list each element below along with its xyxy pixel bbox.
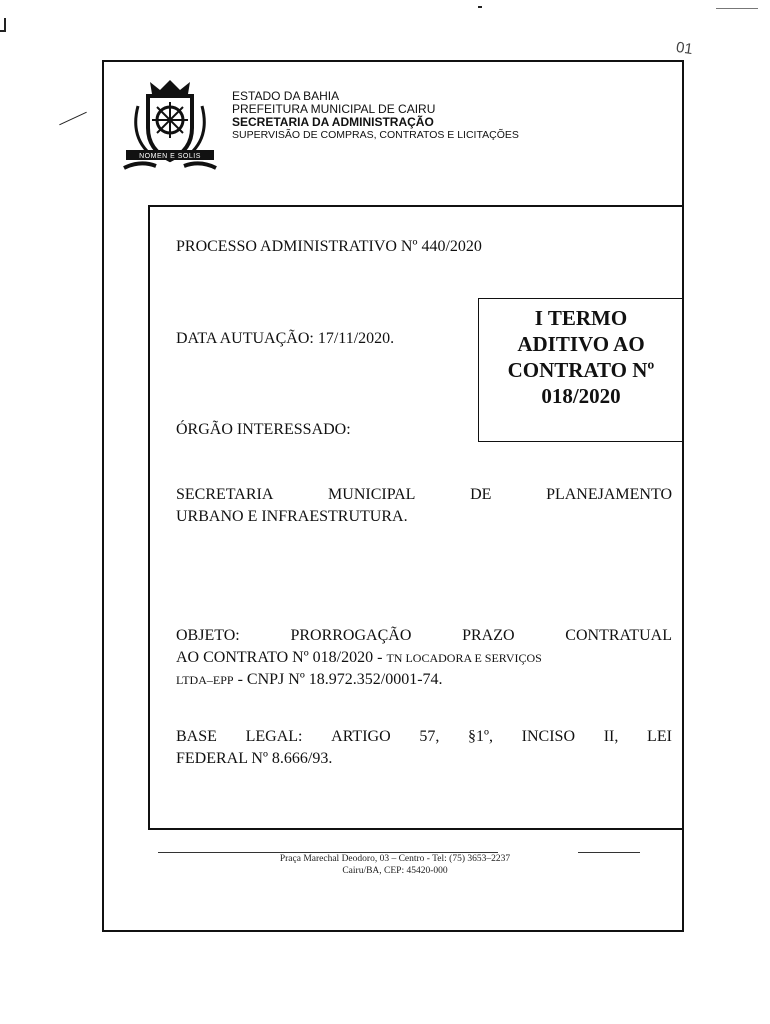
termo-line-3: CONTRATO Nº — [507, 358, 655, 382]
objeto-company: TN LOCADORA E SERVIÇOS — [386, 651, 542, 665]
scan-mark-dot — [478, 6, 482, 8]
secretaria-line-1 — [176, 484, 672, 506]
secretaria-line-2: URBANO E INFRAESTRUTURA. — [176, 508, 408, 525]
objeto-company-type: LTDA–EPP — [176, 673, 234, 687]
base-legal-paragraph — [176, 726, 672, 770]
word: DE — [470, 486, 492, 503]
termo-line-4: 018/2020 — [541, 384, 621, 408]
footer-address: Praça Marechal Deodoro, 03 – Centro - Tel: (75) 3653–2237 — [279, 854, 511, 864]
word: II, — [603, 728, 619, 745]
word: LEI — [647, 728, 672, 745]
letterhead — [232, 90, 519, 142]
word: 57, — [419, 728, 440, 745]
word: CONTRATUAL — [565, 627, 672, 644]
objeto-line-1 — [176, 625, 672, 647]
header-department: SECRETARIA DA ADMINISTRAÇÃO — [232, 115, 434, 129]
word: ARTIGO — [331, 728, 391, 745]
word: SECRETARIA — [176, 486, 274, 503]
processo-number: PROCESSO ADMINISTRATIVO Nº 440/2020 — [176, 238, 482, 255]
word: §1º, — [468, 728, 493, 745]
termo-aditivo-box — [478, 298, 683, 442]
base-line-1 — [176, 726, 672, 748]
crest-motto: NOMEN E SOLIS — [139, 153, 201, 160]
word: LEGAL: — [245, 728, 303, 745]
termo-line-1: I TERMO — [534, 306, 628, 330]
scan-mark-topright — [716, 8, 758, 9]
word: INCISO — [521, 728, 576, 745]
word: OBJETO: — [176, 627, 240, 644]
data-autuacao: DATA AUTUAÇÃO: 17/11/2020. — [176, 330, 395, 347]
scan-mark-topleft-base — [0, 30, 6, 32]
word: MUNICIPAL — [328, 486, 416, 503]
objeto-line-3 — [176, 669, 672, 691]
header-city-hall: PREFEITURA MUNICIPAL DE CAIRU — [232, 102, 436, 116]
word: PRORROGAÇÃO — [290, 627, 412, 644]
objeto-contract: AO CONTRATO Nº 018/2020 - — [176, 649, 387, 666]
secretaria-name — [176, 484, 672, 528]
header-state: ESTADO DA BAHIA — [232, 89, 340, 103]
objeto-paragraph — [176, 625, 672, 691]
orgao-interessado-label: ÓRGÃO INTERESSADO: — [176, 421, 351, 438]
word: PLANEJAMENTO — [546, 486, 672, 503]
footer-address-block — [160, 853, 630, 877]
word: PRAZO — [462, 627, 515, 644]
scan-mark-stroke — [59, 112, 87, 126]
footer-city: Cairu/BA, CEP: 45420-000 — [342, 866, 448, 876]
municipal-crest-icon — [120, 76, 220, 176]
termo-line-2: ADITIVO AO — [517, 332, 645, 356]
objeto-cnpj: - CNPJ Nº 18.972.352/0001-74. — [233, 671, 443, 688]
page-number-stamp: 01 — [674, 38, 694, 59]
header-division: SUPERVISÃO DE COMPRAS, CONTRATOS E LICITAÇÕES — [232, 129, 519, 141]
word: BASE — [176, 728, 217, 745]
base-line-2: FEDERAL Nº 8.666/93. — [176, 750, 333, 767]
objeto-line-2 — [176, 647, 672, 669]
